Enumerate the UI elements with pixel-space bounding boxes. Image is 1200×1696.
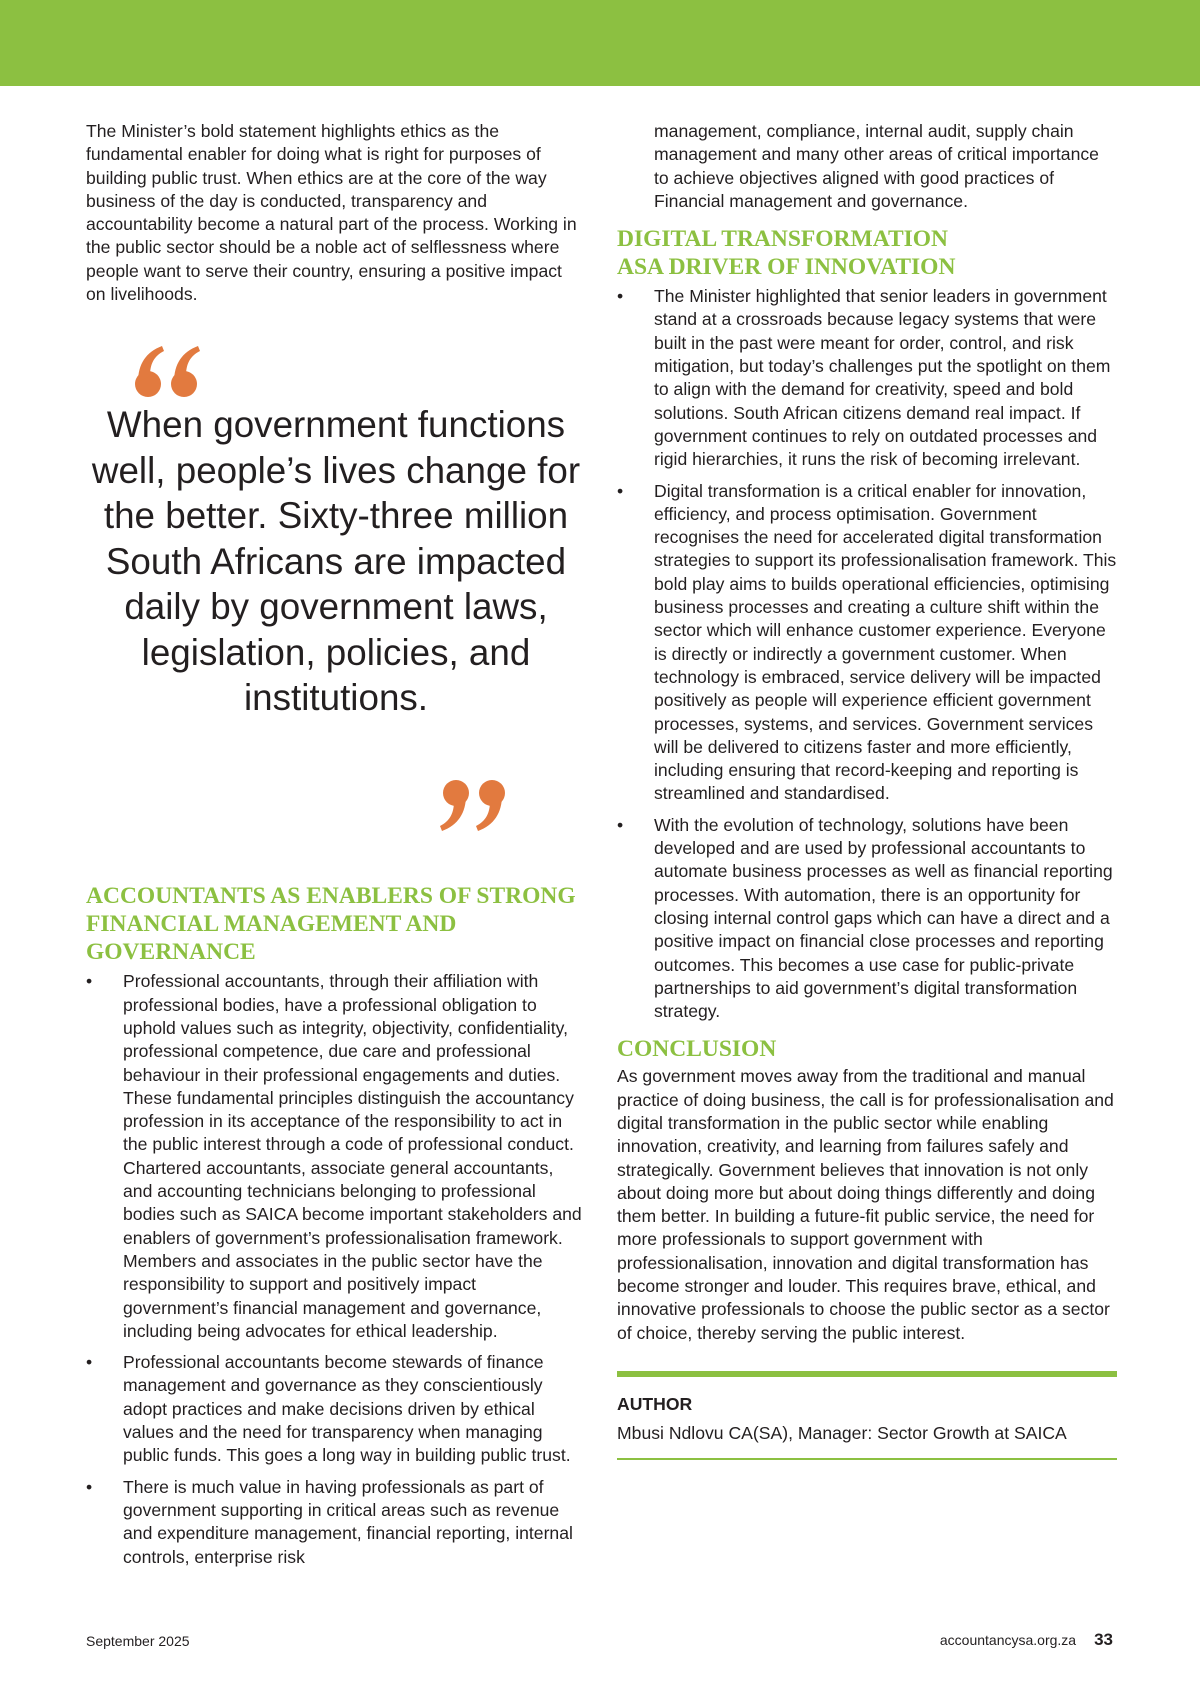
footer-date: September 2025 [86, 1633, 190, 1649]
left-column [86, 120, 586, 1577]
list-item: • With the evolution of technology, solutions have been developed and are used by professional accountants to automate business processes as well as financial reporting processes. With automation, there is an opportunity for closing internal control gaps which can have a direct and a positive impact on financial close processes and reporting outcomes. This becomes a use case for public-private partnerships to aid government’s digital transformation strategy. [617, 814, 1113, 1022]
bullet-icon: • [86, 1352, 93, 1373]
bullet-icon: • [617, 480, 624, 501]
author-name: Mbusi Ndlovu CA(SA), Manager: Sector Growth at SAICA [617, 1423, 1067, 1444]
section-heading-accountants: ACCOUNTANTS AS ENABLERS OF STRONG FINANCIAL MANAGEMENT AND GOVERNANCE [86, 883, 576, 966]
author-label: AUTHOR [617, 1393, 693, 1414]
page-number: 33 [1094, 1630, 1113, 1649]
list-item: • Professional accountants, through their affiliation with professional bodies, have a professional obligation to uphold values such as integrity, objectivity, confidentiality, professional competence, due care and professional behaviour in their professional engagements and duties. These fundamental principles distinguish the accountancy profession in its acceptance of the responsibility to act in the public interest through a code of professional conduct. Chartered accountants, associate general accountants, and accounting technicians belonging to professional bodies such as SAICA become important stakeholders and enablers of government’s professionalisation framework. Members and associates in the public sector have the responsibility to support and positively impact government’s financial management and governance, including being advocates for ethical leadership. [86, 971, 582, 1341]
continuation-paragraph: management, compliance, internal audit, supply chain management and many other areas of critical importance to achieve objectives aligned with good practices of Financial management and governance. [654, 121, 1099, 211]
author-bottom-rule [617, 1458, 1117, 1460]
header-color-bar [0, 0, 1200, 86]
intro-paragraph: The Minister’s bold statement highlights ethics as the fundamental enabler for doing what is right for purposes of building public trust. When ethics are at the core of the way business of the day is conducted, transparency and accountability become a natural part of the process. Working in the public sector should be a noble act of selflessness where people want to serve their country, ensuring a positive impact on livelihoods. [86, 121, 577, 305]
bullet-icon: • [617, 814, 624, 835]
bullet-icon: • [86, 971, 93, 992]
conclusion-paragraph: As government moves away from the traditional and manual practice of doing business, the call is for professionalisation and digital transformation in the public sector while enabling innovation, creativity, and learning from failures safely and strategically. Government believes that innovation is not only about doing more but about doing things differently and doing them better. In building a future-fit public service, the need for more professionals to support government with professionalisation, innovation and digital transformation has become stronger and louder. This requires brave, ethical, and innovative professionals to choose the public sector as a sector of choice, thereby serving the public interest. [617, 1066, 1114, 1343]
accountants-bullet-list [86, 970, 586, 1568]
list-item: • Digital transformation is a critical enabler for innovation, efficiency, and process optimisation. Government recognises the need for accelerated digital transformation strategies to support its professionalisation framework. This bold play aims to builds operational efficiencies, optimising business processes and creating a culture shift within the sector which will enhance customer experience. Everyone is directly or indirectly a government customer. When technology is embraced, service delivery will be impacted positively as people will experience efficient government processes, systems, and services. Government services will be delivered to citizens faster and more efficiently, including ensuring that record-keeping and reporting is streamlined and standardised. [617, 480, 1117, 804]
open-quote-icon [132, 342, 202, 402]
author-divider [617, 1371, 1117, 1377]
list-item: • Professional accountants become stewards of finance management and governance as they conscientiously adopt practices and make decisions driven by ethical values and the need for transparency when managing public funds. This goes a long way in building public trust. [86, 1352, 571, 1466]
close-quote-icon [438, 775, 508, 835]
digital-bullet-list [617, 285, 1117, 1023]
section-heading-conclusion: CONCLUSION [617, 1036, 777, 1063]
pull-quote [86, 348, 586, 868]
list-item: • There is much value in having professionals as part of government supporting in critical areas such as revenue and expenditure management, financial reporting, internal controls, enterprise risk [86, 1476, 573, 1567]
bullet-icon: • [617, 286, 624, 307]
pull-quote-text: When government functions well, people’s lives change for the better. Sixty-three million South Africans are impacted daily by government laws, legislation, policies, and institutions. [91, 404, 581, 719]
right-column [617, 120, 1117, 1460]
list-item: • The Minister highlighted that senior leaders in government stand at a crossroads because legacy systems that were built in the past were meant for order, control, and risk mitigation, but today’s challenges put the spotlight on them to align with the demand for creativity, speed and bold solutions. South African citizens demand real impact. If government continues to rely on outdated processes and rigid hierarchies, it runs the risk of becoming irrelevant. [617, 286, 1111, 470]
footer-right [940, 1630, 1113, 1650]
bullet-icon: • [86, 1476, 93, 1497]
section-heading-digital: DIGITAL TRANSFORMATION ASA DRIVER OF INNOVATION [617, 226, 956, 281]
footer-website-link[interactable]: accountancysa.org.za [939, 1632, 1077, 1648]
